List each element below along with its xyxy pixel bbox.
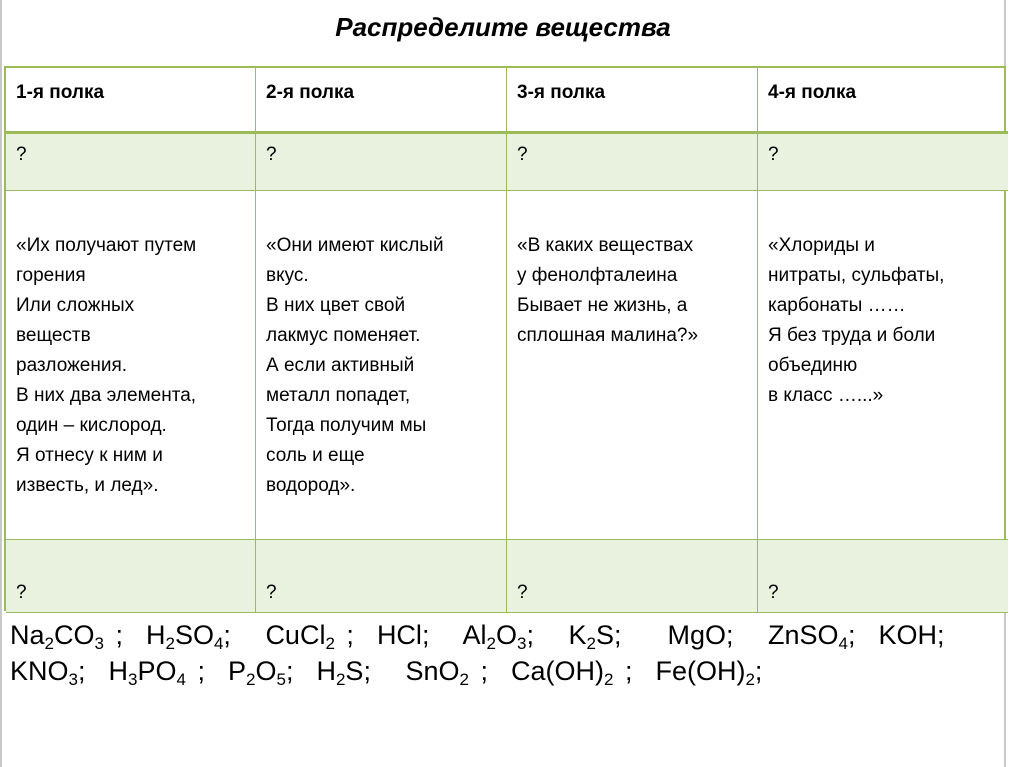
formula-cucl2[interactable]: CuCl$_2$ xyxy=(265,620,335,653)
formula-kno3[interactable]: $KNO_3$ xyxy=(10,656,78,689)
answer-cell-bottom-3[interactable]: ? xyxy=(507,540,758,613)
slide-title: Распределите вещества xyxy=(335,12,671,42)
formula-znso4[interactable]: ZnSO$_4$ xyxy=(768,620,848,653)
answer-cell-bottom-4[interactable]: ? xyxy=(758,540,1008,613)
riddle-acids: «Они имеют кислый вкус. В них цвет свой лакмус поменяет. А если активный металл попадет, Тогда получим мы соль и еще водород». xyxy=(256,191,507,540)
answer-cell-top-2[interactable]: ? xyxy=(256,134,507,191)
formula-sno2[interactable]: SnO$_2$ xyxy=(405,656,469,689)
formula-caoh2[interactable]: $Ca(OH)_2$ xyxy=(510,656,614,689)
header-shelf-1: 1-я полка xyxy=(6,68,256,134)
formula-k2s[interactable]: $K_2S$ xyxy=(568,620,614,653)
formula-koh[interactable]: KOH xyxy=(878,620,938,650)
riddle-salts: «Хлориды и нитраты, сульфаты, карбонаты …… Я без труда и боли объединю в класс …...» xyxy=(758,191,1008,540)
substances-list: $Na_2CO_3$ ; $H_2SO_4$; CuCl$_2$ ; HCl; $Al_2O_3$; $K_2S$; MgO; ZnSO$_4$; KOH; $KNO_3$; $H_3PO_4$ ; $P_2O_5$; $H_2S$; SnO$_2$ ; $Ca(OH)_2$ ; $Fe(OH)_2$; xyxy=(10,620,945,689)
header-shelf-2: 2-я полка xyxy=(256,68,507,134)
answer-cell-bottom-2[interactable]: ? xyxy=(256,540,507,613)
formula-hcl[interactable]: HCl xyxy=(376,620,422,650)
answer-cell-top-4[interactable]: ? xyxy=(758,134,1008,191)
formula-na2co3[interactable]: $Na_2CO_3$ xyxy=(10,620,104,653)
answer-cell-top-3[interactable]: ? xyxy=(507,134,758,191)
answer-cell-bottom-1[interactable]: ? xyxy=(6,540,256,613)
formula-al2o3[interactable]: $Al_2O_3$ xyxy=(462,620,527,653)
riddle-bases: «В каких веществах у фенолфталеина Бывает не жизнь, а сплошная малина?» xyxy=(507,191,758,540)
formula-h3po4[interactable]: $H_3PO_4$ xyxy=(108,656,186,689)
formula-feoh2[interactable]: $Fe(OH)_2$ xyxy=(655,656,755,689)
shelves-table xyxy=(4,66,1006,611)
formula-p2o5[interactable]: $P_2O_5$ xyxy=(227,656,286,689)
header-shelf-3: 3-я полка xyxy=(507,68,758,134)
formula-h2so4[interactable]: $H_2SO_4$ xyxy=(145,620,224,653)
header-shelf-4: 4-я полка xyxy=(758,68,1008,134)
answer-cell-top-1[interactable]: ? xyxy=(6,134,256,191)
formula-mgo[interactable]: MgO xyxy=(667,620,726,650)
formula-h2s[interactable]: $H_2S$ xyxy=(316,656,364,689)
riddle-oxides: «Их получают путем горения Или сложных веществ разложения. В них два элемента, один – кислород. Я отнесу к ним и известь, и лед». xyxy=(6,191,256,540)
